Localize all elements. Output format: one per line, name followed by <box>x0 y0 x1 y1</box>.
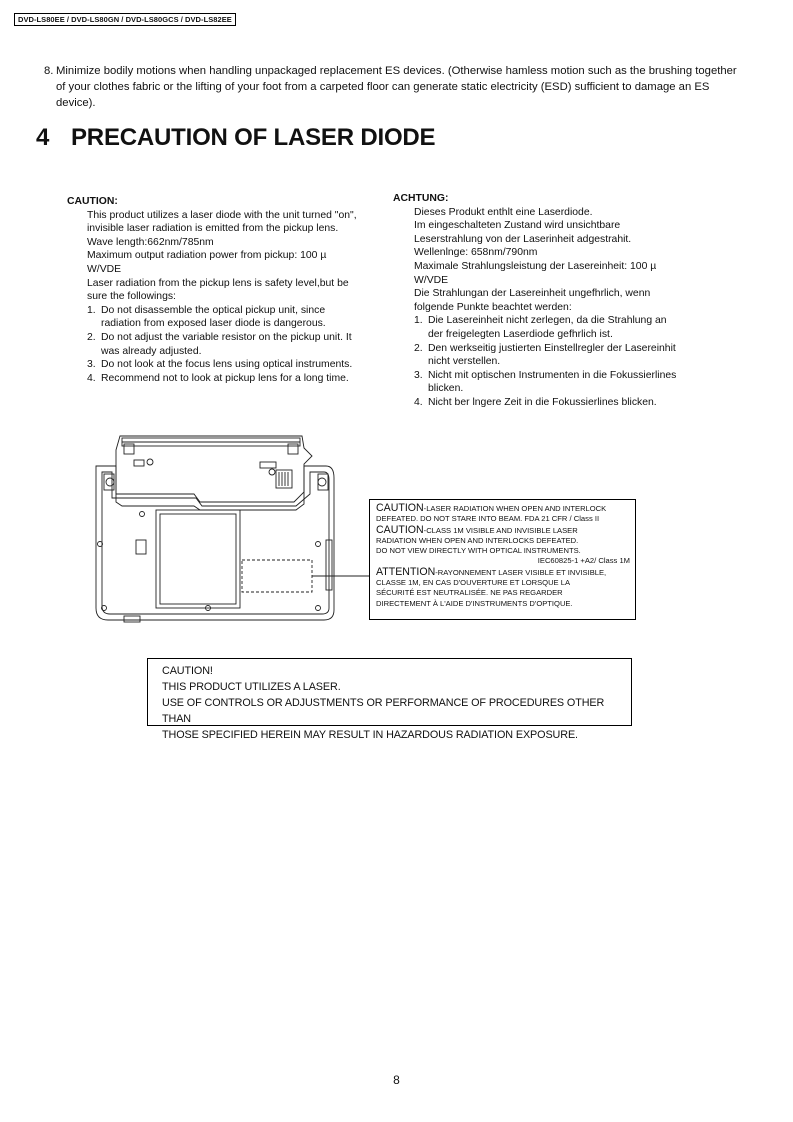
device-screw <box>316 542 321 547</box>
intro-number: 8. <box>44 65 54 77</box>
device-latch-right <box>318 474 328 490</box>
list-number: 4. <box>87 372 96 384</box>
caution-en-line: invisible laser radiation is emitted from the pickup lens. <box>87 223 339 235</box>
device-screw <box>316 606 321 611</box>
label-caution-2-big: CAUTION <box>376 523 424 536</box>
label-line: CLASSE 1M, EN CAS D'OUVERTURE ET LORSQUE LA <box>376 578 571 588</box>
list-number: 4. <box>414 396 423 408</box>
caution-en-line: Wave length:662nm/785nm <box>87 236 214 248</box>
section-number: 4 <box>36 124 50 151</box>
device-battery-contacts <box>276 470 292 488</box>
caution-en-line: Laser radiation from the pickup lens is safety level,but be <box>87 277 349 289</box>
laser-label-position <box>242 560 312 592</box>
page-number: 8 <box>393 1073 400 1087</box>
laser-warning-label <box>369 499 636 620</box>
caution-de-line: Die Strahlungan der Lasereinheit ungefhrlich, wenn <box>414 288 651 300</box>
label-line: -LASER RADIATION WHEN OPEN AND INTERLOCK <box>423 504 607 513</box>
list-number: 2. <box>414 342 423 354</box>
list-item <box>414 396 693 410</box>
model-header-tag: DVD-LS80EE / DVD-LS80GN / DVD-LS80GCS / DVD-LS82EE <box>14 13 236 26</box>
label-line: DIRECTEMENT À L'AIDE D'INSTRUMENTS D'OPTIQUE. <box>376 598 573 608</box>
list-line: was already adjusted. <box>101 345 202 357</box>
label-line: RADIATION WHEN OPEN AND INTERLOCKS DEFEATED. <box>376 535 579 545</box>
list-line: Nicht mit optischen Instrumenten in die Fokussierlines <box>428 369 677 381</box>
caution-box-line: THIS PRODUCT UTILIZES A LASER. <box>162 681 341 693</box>
caution-box-line: CAUTION! <box>162 665 213 677</box>
caution-de-heading: ACHTUNG: <box>393 193 449 204</box>
caution-en-heading: CAUTION: <box>67 196 118 207</box>
device-hinge-right <box>288 444 298 454</box>
device-screw <box>140 512 145 517</box>
list-item <box>414 369 693 396</box>
list-item <box>87 372 372 386</box>
section-title <box>36 124 435 152</box>
label-caution-1-big: CAUTION <box>376 502 424 514</box>
list-line: radiation from exposed laser diode is dangerous. <box>101 318 326 330</box>
device-foot-right <box>318 478 326 486</box>
device-latch-left <box>104 474 114 490</box>
label-attention-big: ATTENTION <box>376 565 436 578</box>
caution-box-line: USE OF CONTROLS OR ADJUSTMENTS OR PERFORMANCE OF PROCEDURES OTHER THAN <box>162 697 605 725</box>
list-item <box>87 358 372 372</box>
caution-de-line: folgende Punkte beachtet werden: <box>414 301 572 313</box>
caution-english <box>67 195 372 385</box>
device-screw <box>147 459 153 465</box>
intro-text: Minimize bodily motions when handling unpackaged replacement ES devices. (Otherwise hamless motion such as the brushing together of your clothes fabric or the lifting of your foot from a carpeted floor can generate static electricity (ESD) sufficient to damage an ES device). <box>56 65 737 109</box>
caution-de-line: Dieses Produkt enthlt eine Laserdiode. <box>414 206 593 218</box>
list-line: Recommend not to look at pickup lens for a long time. <box>101 372 349 384</box>
label-line: -RAYONNEMENT LASER VISIBLE ET INVISIBLE, <box>435 567 607 577</box>
list-line: Nicht ber lngere Zeit in die Fokussierlines blicken. <box>428 396 657 408</box>
caution-notice-box <box>147 658 632 741</box>
list-line: Den werkseitig justierten Einstellregler der Lasereinhit <box>428 342 676 354</box>
section-title-text: PRECAUTION OF LASER DIODE <box>71 124 436 151</box>
list-line: der freigelegten Laserdiode gefhrlich ist. <box>428 328 613 340</box>
list-item <box>414 342 693 369</box>
caution-de-line: Leserstrahlung von der Laserinheit adgestrahit. <box>414 233 632 245</box>
label-line: DO NOT VIEW DIRECTLY WITH OPTICAL INSTRUMENTS. <box>376 546 581 556</box>
list-item <box>87 331 372 358</box>
device-foot-left <box>106 478 114 486</box>
device-slot <box>134 460 144 466</box>
device-small-switch <box>136 540 146 554</box>
intro-paragraph <box>44 63 744 111</box>
label-line: DEFEATED. DO NOT STARE INTO BEAM. FDA 21 CFR / Class II <box>376 514 600 524</box>
list-line: Do not adjust the variable resistor on the pickup unit. It <box>101 331 352 343</box>
label-line: IEC60825-1 +A2/ Class 1M <box>537 556 630 566</box>
list-item <box>87 304 372 331</box>
device-hinge-left <box>124 444 134 454</box>
list-number: 1. <box>87 304 96 316</box>
list-number: 3. <box>414 369 423 381</box>
label-line: SÉCURITÉ EST NEUTRALISÉE. NE PAS REGARDER <box>376 588 563 598</box>
list-number: 2. <box>87 331 96 343</box>
caution-de-list <box>414 314 693 409</box>
caution-de-line: Im eingeschalteten Zustand wird unsichtbare <box>414 220 621 232</box>
device-slot <box>260 462 276 468</box>
caution-en-line: sure the followings: <box>87 291 176 303</box>
list-line: nicht verstellen. <box>428 356 501 368</box>
device-bottom-diagram <box>82 432 372 628</box>
caution-de-line: W/VDE <box>414 274 449 286</box>
list-line: blicken. <box>428 383 464 395</box>
list-number: 3. <box>87 359 96 371</box>
list-line: Do not look at the focus lens using optical instruments. <box>101 359 353 371</box>
device-tab <box>124 616 140 622</box>
device-body-outline <box>96 466 334 620</box>
caution-en-line: W/VDE <box>87 263 122 275</box>
device-panel <box>156 510 240 608</box>
caution-en-list <box>87 304 372 386</box>
label-line: -CLASS 1M VISIBLE AND INVISIBLE LASER <box>423 525 578 535</box>
device-panel-inner <box>160 514 236 604</box>
caution-de-line: Wellenlnge: 658nm/790nm <box>414 247 538 259</box>
caution-en-line: This product utilizes a laser diode with the unit turned "on", <box>87 209 357 221</box>
caution-german <box>393 192 693 410</box>
list-item <box>414 314 693 341</box>
caution-en-line: Maximum output radiation power from pickup: 100 µ <box>87 250 327 262</box>
device-screw <box>269 469 275 475</box>
list-number: 1. <box>414 315 423 327</box>
caution-box-line: THOSE SPECIFIED HEREIN MAY RESULT IN HAZARDOUS RADIATION EXPOSURE. <box>162 729 578 741</box>
list-line: Die Lasereinheit nicht zerlegen, da die Strahlung an <box>428 315 667 327</box>
caution-de-line: Maximale Strahlungsleistung der Lasereinheit: 100 µ <box>414 260 657 272</box>
list-line: Do not disassemble the optical pickup unit, since <box>101 304 326 316</box>
device-lid-outline <box>116 436 312 510</box>
